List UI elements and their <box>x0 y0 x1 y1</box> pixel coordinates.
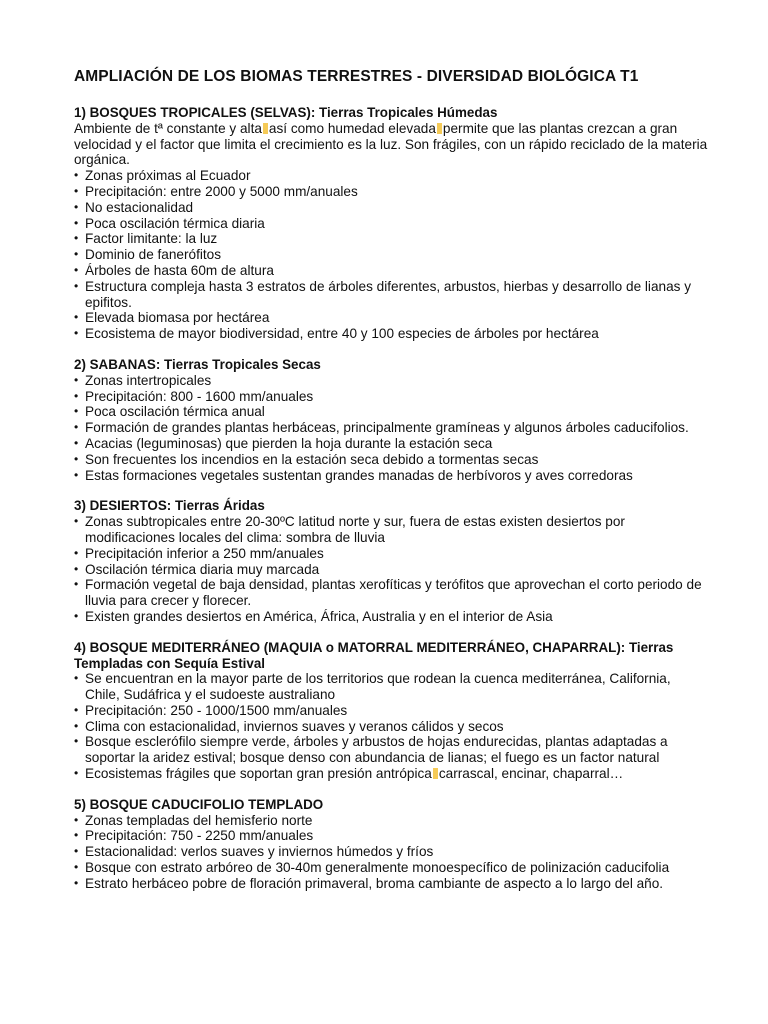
highlight-mark <box>263 123 268 134</box>
bullet-list <box>74 168 708 342</box>
highlight-mark <box>437 123 442 134</box>
list-item: • Son frecuentes los incendios en la estación seca debido a tormentas secas <box>74 452 708 468</box>
text-segment: Ecosistemas frágiles que soportan gran presión antrópica <box>85 766 432 782</box>
highlight-mark <box>433 768 438 779</box>
list-item: • Acacias (leguminosas) que pierden la hoja durante la estación seca <box>74 436 708 452</box>
list-item: • Precipitación: 750 - 2250 mm/anuales <box>74 828 708 844</box>
bullet-list <box>74 514 708 625</box>
section-heading: 5) BOSQUE CADUCIFOLIO TEMPLADO <box>74 796 324 812</box>
list-item: • Clima con estacionalidad, inviernos suaves y veranos cálidos y secos <box>74 719 708 735</box>
section-2 <box>74 357 708 483</box>
list-item: • Formación vegetal de baja densidad, plantas xerofíticas y terófitos que aprovechan el corto periodo de lluvia para crecer y florecer. <box>74 577 708 609</box>
section-1 <box>74 105 708 342</box>
list-item: • Zonas intertropicales <box>74 373 708 389</box>
bullet-list <box>74 671 708 782</box>
section-4 <box>74 640 708 782</box>
list-item: • Estructura compleja hasta 3 estratos de árboles diferentes, arbustos, hierbas y desarrollo de lianas y epifitos. <box>74 279 708 311</box>
list-item: • Dominio de fanerófitos <box>74 247 708 263</box>
list-item: • Precipitación: 250 - 1000/1500 mm/anuales <box>74 703 708 719</box>
list-item: • Elevada biomasa por hectárea <box>74 310 708 326</box>
document-title: AMPLIACIÓN DE LOS BIOMAS TERRESTRES - DIVERSIDAD BIOLÓGICA T1 <box>74 68 639 85</box>
list-item: • Estacionalidad: verlos suaves y inviernos húmedos y fríos <box>74 844 708 860</box>
list-item: • Oscilación térmica diaria muy marcada <box>74 562 708 578</box>
list-item: • Zonas templadas del hemisferio norte <box>74 813 708 829</box>
list-item <box>74 766 708 782</box>
list-item: • Zonas próximas al Ecuador <box>74 168 708 184</box>
list-item: • Árboles de hasta 60m de altura <box>74 263 708 279</box>
sections-container <box>74 105 708 892</box>
section-5 <box>74 797 708 892</box>
section-heading: 2) SABANAS: Tierras Tropicales Secas <box>74 356 321 372</box>
list-item: • Existen grandes desiertos en América, África, Australia y en el interior de Asia <box>74 609 708 625</box>
list-item: • Precipitación inferior a 250 mm/anuales <box>74 546 708 562</box>
list-item: • Poca oscilación térmica anual <box>74 404 708 420</box>
list-item: • Zonas subtropicales entre 20-30ºC latitud norte y sur, fuera de estas existen desiertos por modificaciones locales del clima: sombra de lluvia <box>74 514 708 546</box>
list-item: • Ecosistema de mayor biodiversidad, entre 40 y 100 especies de árboles por hectárea <box>74 326 708 342</box>
section-heading: 1) BOSQUES TROPICALES (SELVAS): Tierras Tropicales Húmedas <box>74 105 498 120</box>
bullet-list <box>74 373 708 484</box>
text-segment: permite que las plantas crezcan a gran velocidad y el factor que limita el crecimiento es la luz. Son frágiles, con un rápido reciclado de la materia orgánica. <box>74 120 708 168</box>
list-item: • Precipitación: entre 2000 y 5000 mm/anuales <box>74 184 708 200</box>
list-item: • No estacionalidad <box>74 200 708 216</box>
section-3 <box>74 498 708 624</box>
section-heading: 3) DESIERTOS: Tierras Áridas <box>74 498 265 514</box>
list-item: • Estas formaciones vegetales sustentan grandes manadas de herbívoros y aves corredoras <box>74 468 708 484</box>
bullet-list <box>74 813 708 892</box>
section-heading: 4) BOSQUE MEDITERRÁNEO (MAQUIA o MATORRAL MEDITERRÁNEO, CHAPARRAL): Tierras Templadas con Sequía Estival <box>74 639 674 671</box>
section-intro <box>74 121 708 168</box>
text-segment: carrascal, encinar, chaparral… <box>438 766 624 782</box>
list-item: • Precipitación: 800 - 1600 mm/anuales <box>74 389 708 405</box>
list-item: • Estrato herbáceo pobre de floración primaveral, broma cambiante de aspecto a lo largo del año. <box>74 876 708 892</box>
text-segment: así como humedad elevada <box>268 120 436 136</box>
list-item: • Bosque esclerófilo siempre verde, árboles y arbustos de hojas endurecidas, plantas adaptadas a soportar la aridez estival; bosque denso con abundancia de lianas; el fuego es un factor natural <box>74 734 708 766</box>
list-item: • Poca oscilación térmica diaria <box>74 216 708 232</box>
text-segment: Ambiente de tª constante y alta <box>74 120 262 136</box>
list-item: • Bosque con estrato arbóreo de 30-40m generalmente monoespecífico de polinización caducifolia <box>74 860 708 876</box>
list-item: • Factor limitante: la luz <box>74 231 708 247</box>
list-item: • Formación de grandes plantas herbáceas, principalmente gramíneas y algunos árboles caducifolios. <box>74 420 708 436</box>
list-item: • Se encuentran en la mayor parte de los territorios que rodean la cuenca mediterránea, California, Chile, Sudáfrica y el sudoeste australiano <box>74 671 708 703</box>
